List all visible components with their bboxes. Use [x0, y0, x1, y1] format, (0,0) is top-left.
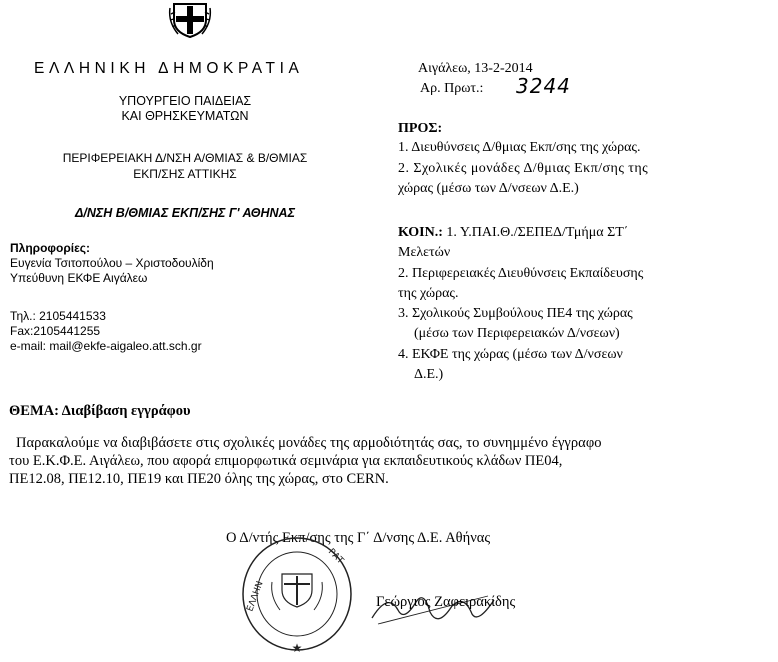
cc-item-1: 1. Υ.ΠΑΙ.Θ./ΣΕΠΕΔ/Τμήμα ΣΤ΄	[442, 225, 629, 240]
cc-item-1-line-2: Μελετών	[398, 245, 451, 260]
signature-title: Ο Δ/ντής Εκπ/σης της Γ΄ Δ/νσης Δ.Ε. Αθήνας	[226, 530, 491, 546]
to-label: ΠΡΟΣ:	[398, 121, 443, 136]
body-line-3: ΠΕ12.08, ΠΕ12.10, ΠΕ19 και ΠΕ20 όλης της χώρας, στο CERN.	[9, 471, 389, 487]
cc-item-3-line-1: 3. Σχολικούς Συμβούλους ΠΕ4 της χώρας	[398, 306, 633, 321]
republic-title: ΕΛΛΗΝΙΚΗ ΔΗΜΟΚΡΑΤΙΑ	[34, 60, 304, 77]
official-stamp	[232, 512, 362, 662]
protocol-number: 3244	[516, 74, 571, 98]
greek-emblem-icon	[168, 0, 212, 38]
region-line-1: ΠΕΡΙΦΕΡΕΙΑΚΗ Δ/ΝΣΗ Α/ΘΜΙΑΣ & Β/ΘΜΙΑΣ	[62, 151, 308, 165]
cc-item-2-line-2: της χώρας.	[398, 286, 459, 301]
to-item-2-line-2: χώρας (μέσω των Δ/νσεων Δ.Ε.)	[398, 181, 579, 196]
signatory-name: Γεώργιος Ζαφειρακίδης	[376, 594, 516, 610]
directorate-title: Δ/ΝΣΗ Β/ΘΜΙΑΣ ΕΚΠ/ΣΗΣ Γ' ΑΘΗΝΑΣ	[75, 206, 295, 220]
svg-text:ΕΛΛΗΝ: ΕΛΛΗΝ	[245, 580, 266, 614]
to-item-2-line-1: 2. Σχολικές μονάδες Δ/θμιας Εκπ/σης της	[398, 161, 649, 176]
cc-item-4-line-1: 4. ΕΚΦΕ της χώρας (μέσω των Δ/νσεων	[398, 347, 623, 362]
contact-email: e-mail: mail@ekfe-aigaleo.att.sch.gr	[10, 339, 202, 353]
body-line-1: Παρακαλούμε να διαβιβάσετε στις σχολικές μονάδες της αρμοδιότητάς σας, το συνημμένο έγγραφο	[16, 435, 602, 451]
contact-phone: Τηλ.: 2105441533	[10, 309, 106, 323]
place-date: Αιγάλεω, 13-2-2014	[418, 61, 533, 76]
protocol-label: Αρ. Πρωτ.:	[420, 81, 484, 96]
svg-text:★: ★	[291, 641, 303, 655]
contact-role: Υπεύθυνη ΕΚΦΕ Αιγάλεω	[10, 271, 148, 285]
cc-line-1	[398, 224, 628, 242]
region-line-2: ΕΚΠ/ΣΗΣ ΑΤΤΙΚΗΣ	[133, 167, 237, 181]
cc-item-2-line-1: 2. Περιφερειακές Διευθύνσεις Εκπαίδευσης	[398, 266, 644, 281]
cc-item-3-line-2: (μέσω των Περιφερειακών Δ/νσεων)	[414, 326, 620, 341]
to-item-1: 1. Διευθύνσεις Δ/θμιας Εκπ/σης της χώρας.	[398, 140, 641, 155]
cc-item-4-line-2: Δ.Ε.)	[414, 367, 444, 382]
contact-person: Ευγενία Τσιτοπούλου – Χριστοδουλίδη	[10, 256, 214, 270]
cc-label: ΚΟΙΝ.:	[398, 225, 443, 240]
ministry-line-2: ΚΑΙ ΘΡΗΣΚΕΥΜΑΤΩΝ	[121, 109, 249, 123]
ministry-line-1: ΥΠΟΥΡΓΕΙΟ ΠΑΙΔΕΙΑΣ	[118, 94, 252, 108]
contact-fax: Fax:2105441255	[10, 324, 101, 338]
subject-line: ΘΕΜΑ: Διαβίβαση εγγράφου	[9, 403, 191, 419]
info-label: Πληροφορίες:	[10, 241, 91, 255]
body-line-2: του Ε.Κ.Φ.Ε. Αιγάλεω, που αφορά επιμορφωτικά σεμινάρια για εκπαιδευτικούς κλάδων ΠΕ04,	[9, 453, 563, 469]
svg-text:ΡΑΤ: ΡΑΤ	[325, 547, 346, 567]
